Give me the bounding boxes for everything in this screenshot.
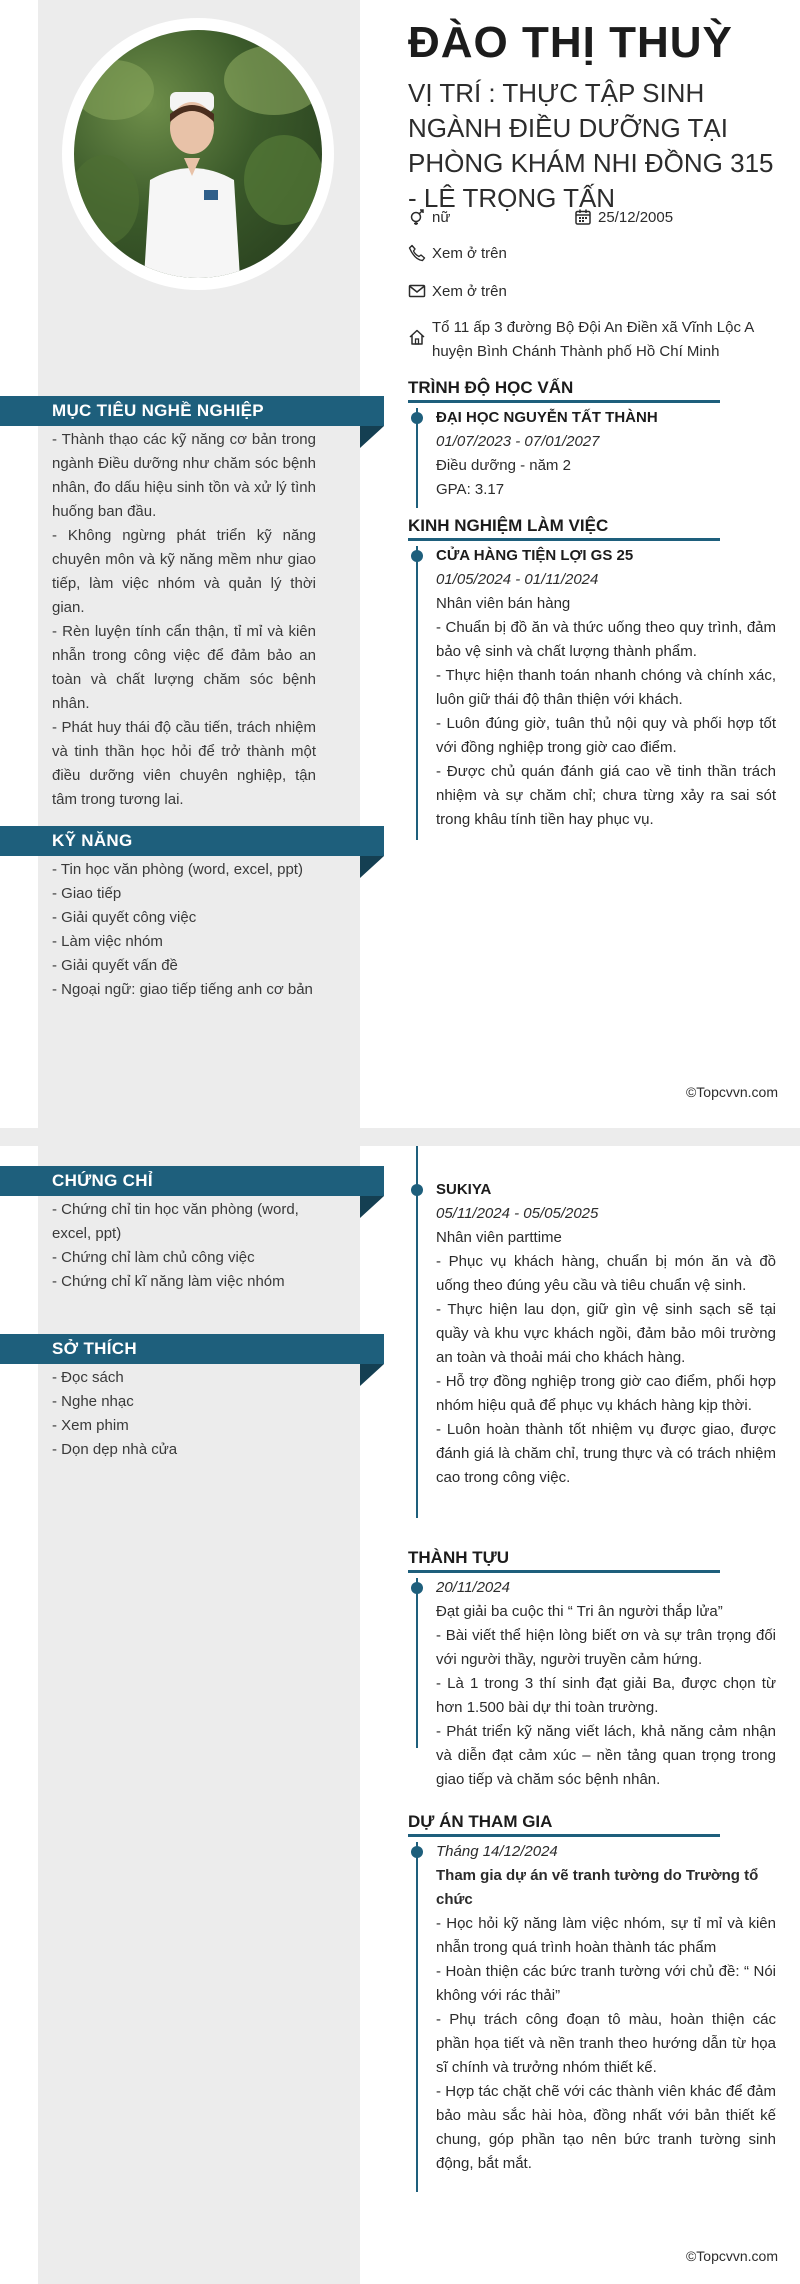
company-name: SUKIYA <box>436 1181 492 1198</box>
job-dates: 05/11/2024 - 05/05/2025 <box>436 1205 599 1222</box>
skill-item: - Giao tiếp <box>52 885 122 902</box>
email-value[interactable]: Xem ở trên <box>432 282 507 300</box>
project-line: - Hoàn thiện các bức tranh tường với chủ đề: “ Nói không với rác thải” <box>436 1963 776 2004</box>
project-line: - Hợp tác chặt chẽ với các thành viên khác để đảm bảo màu sắc hài hòa, đồng nhất với bản thiết kế chung, góp phần tạo nên bức tranh tường sinh động, bắt mắt. <box>436 2083 776 2172</box>
skill-item: - Ngoại ngữ: giao tiếp tiếng anh cơ bản <box>52 981 313 998</box>
job-duty: - Hỗ trợ đồng nghiệp trong giờ cao điểm, phối hợp nhóm hiệu quả để phục vụ khách hàng kịp thời. <box>436 1373 776 1414</box>
certificates-header: CHỨNG CHỈ <box>0 1166 384 1196</box>
candidate-name: ĐÀO THỊ THUỲ <box>408 18 733 67</box>
achievement-entry <box>436 1576 776 1792</box>
footer-credit: ©Topcvvn.com <box>685 2248 778 2264</box>
project-entry <box>436 1840 776 2176</box>
achievement-line: - Bài viết thể hiện lòng biết ơn và sự trân trọng đối với người thầy, người truyền cảm hứng. <box>436 1627 776 1668</box>
job-position: VỊ TRÍ : THỰC TẬP SINH NGÀNH ĐIỀU DƯỠNG TẠI PHÒNG KHÁM NHI ĐỒNG 315 - LÊ TRỌNG TẤN <box>408 78 774 213</box>
achievement-line: - Là 1 trong 3 thí sinh đạt giải Ba, được chọn từ hơn 1.500 bài dự thi toàn trường. <box>436 1675 776 1716</box>
project-headline: Tham gia dự án vẽ tranh tường do Trường tổ chức <box>436 1867 759 1908</box>
projects-header: DỰ ÁN THAM GIA <box>408 1812 720 1837</box>
objective-header: MỤC TIÊU NGHỀ NGHIỆP <box>0 396 384 426</box>
experience-timeline <box>416 1146 418 1518</box>
avatar-illustration <box>74 30 322 278</box>
cv-page-1 <box>0 0 800 1128</box>
email-row <box>408 282 507 300</box>
job-duty: - Phục vụ khách hàng, chuẩn bị món ăn và đồ uống theo đúng yêu cầu và tiêu chuẩn vệ sinh. <box>436 1253 776 1294</box>
hobby-item: - Xem phim <box>52 1417 129 1434</box>
certificate-item: - Chứng chỉ làm chủ công việc <box>52 1249 255 1266</box>
job-dates: 01/05/2024 - 01/11/2024 <box>436 571 599 588</box>
project-line: - Phụ trách công đoạn tô màu, hoàn thiện các phần họa tiết và nền tranh theo hướng dẫn từ họa sĩ chính và trưởng nhóm thiết kế. <box>436 2011 776 2076</box>
skill-item: - Giải quyết vấn đề <box>52 957 178 974</box>
job-duty: - Được chủ quán đánh giá cao về tinh thần trách nhiệm và sự chăm chỉ; chưa từng xảy ra sai sót trong khâu tính tiền hay phục vụ. <box>436 763 776 828</box>
job-duty: - Thực hiện lau dọn, giữ gìn vệ sinh sạch sẽ tại quầy và khu vực khách ngồi, đảm bảo môi trường an toàn và thoải mái cho khách hàng. <box>436 1301 776 1366</box>
objective-item: - Không ngừng phát triển kỹ năng chuyên môn và kỹ năng mềm như giao tiếp, làm việc nhóm và quản lý thời gian. <box>52 527 316 616</box>
calendar-icon <box>574 208 592 226</box>
certificates-list <box>52 1198 316 1294</box>
hobby-item: - Dọn dẹp nhà cửa <box>52 1441 178 1458</box>
gender-icon <box>408 208 426 226</box>
achievements-timeline <box>416 1578 418 1748</box>
job-role: Nhân viên bán hàng <box>436 595 571 612</box>
achievement-headline: Đạt giải ba cuộc thi “ Tri ân người thắp lửa” <box>436 1603 723 1620</box>
hobby-item: - Nghe nhạc <box>52 1393 134 1410</box>
project-line: - Học hỏi kỹ năng làm việc nhóm, sự tỉ mỉ và kiên nhẫn trong quá trình hoàn thành tác phẩm <box>436 1915 776 1956</box>
hobbies-header: SỞ THÍCH <box>0 1334 384 1364</box>
objective-header-tab <box>360 426 384 448</box>
phone-value[interactable]: Xem ở trên <box>432 244 507 262</box>
phone-icon <box>408 244 426 262</box>
skill-item: - Giải quyết công việc <box>52 909 197 926</box>
job-duty: - Chuẩn bị đồ ăn và thức uống theo quy trình, đảm bảo vệ sinh và chất lượng thành phẩm. <box>436 619 776 660</box>
job-role: Nhân viên parttime <box>436 1229 562 1246</box>
avatar <box>74 30 322 278</box>
footer-credit: ©Topcvvn.com <box>685 1084 778 1100</box>
job-duty: - Luôn đúng giờ, tuân thủ nội quy và phối hợp tốt với đồng nghiệp trong giờ cao điểm. <box>436 715 776 756</box>
education-major: Điều dưỡng - năm 2 <box>436 457 571 474</box>
achievement-date: 20/11/2024 <box>436 1579 510 1596</box>
address-value: Tổ 11 ấp 3 đường Bộ Đội An Điền xã Vĩnh Lộc A huyện Bình Chánh Thành phố Hồ Chí Minh <box>432 319 754 360</box>
job-duty: - Luôn hoàn thành tốt nhiệm vụ được giao, được đánh giá là chăm chỉ, trung thực và có trách nhiệm cao trong công việc. <box>436 1421 776 1486</box>
projects-timeline <box>416 1842 418 2192</box>
objective-item: - Phát huy thái độ cầu tiến, trách nhiệm và tinh thần học hỏi để trở thành một điều dưỡng viên chuyên nghiệp, tận tâm trong tương lai. <box>52 719 316 808</box>
certificates-header-tab <box>360 1196 384 1218</box>
timeline-dot <box>411 1582 423 1594</box>
timeline-dot <box>411 1184 423 1196</box>
objective-list <box>52 428 316 812</box>
skills-list <box>52 858 316 1002</box>
experience-entry <box>436 1178 776 1490</box>
email-icon <box>408 282 426 300</box>
hobbies-list <box>52 1366 316 1462</box>
project-date: Tháng 14/12/2024 <box>436 1843 558 1860</box>
dob-value: 25/12/2005 <box>598 208 674 226</box>
objective-item: - Thành thạo các kỹ năng cơ bản trong ngành Điều dưỡng như chăm sóc bệnh nhân, đo dấu hiệu sinh tồn và xử lý tình huống ban đầu. <box>52 431 316 520</box>
avatar-frame <box>62 18 334 290</box>
home-icon <box>408 328 426 346</box>
gender-value: nữ <box>432 208 451 226</box>
education-entry <box>436 406 776 502</box>
education-dates: 01/07/2023 - 07/01/2027 <box>436 433 600 450</box>
cv-page-2 <box>0 1146 800 2284</box>
gender-row <box>408 208 450 226</box>
school-name: ĐẠI HỌC NGUYỄN TẤT THÀNH <box>436 409 658 426</box>
experience-entry <box>436 544 776 832</box>
experience-timeline <box>416 546 418 840</box>
address-row <box>408 316 788 364</box>
phone-row <box>408 244 507 262</box>
achievements-header: THÀNH TỰU <box>408 1548 720 1573</box>
education-header: TRÌNH ĐỘ HỌC VẤN <box>408 378 720 403</box>
timeline-dot <box>411 1846 423 1858</box>
job-duty: - Thực hiện thanh toán nhanh chóng và chính xác, luôn giữ thái độ thân thiện với khách. <box>436 667 776 708</box>
skills-header: KỸ NĂNG <box>0 826 384 856</box>
sidebar-background <box>38 1146 360 2284</box>
skill-item: - Tin học văn phòng (word, excel, ppt) <box>52 861 303 878</box>
achievement-line: - Phát triển kỹ năng viết lách, khả năng cảm nhận và diễn đạt cảm xúc – nền tảng quan trọng trong giao tiếp và chăm sóc bệnh nhân. <box>436 1723 776 1788</box>
timeline-dot <box>411 412 423 424</box>
education-gpa: GPA: 3.17 <box>436 481 505 498</box>
certificate-item: - Chứng chỉ kĩ năng làm việc nhóm <box>52 1273 285 1290</box>
hobbies-header-tab <box>360 1364 384 1386</box>
timeline-dot <box>411 550 423 562</box>
skills-header-tab <box>360 856 384 878</box>
experience-header: KINH NGHIỆM LÀM VIỆC <box>408 516 720 541</box>
hobby-item: - Đọc sách <box>52 1369 124 1386</box>
skill-item: - Làm việc nhóm <box>52 933 163 950</box>
certificate-item: - Chứng chỉ tin học văn phòng (word, excel, ppt) <box>52 1201 299 1242</box>
objective-item: - Rèn luyện tính cẩn thận, tỉ mỉ và kiên nhẫn trong công việc để đảm bảo an toàn và chất lượng chăm sóc bệnh nhân. <box>52 623 316 712</box>
company-name: CỬA HÀNG TIỆN LỢI GS 25 <box>436 547 634 564</box>
dob-row <box>574 208 673 226</box>
